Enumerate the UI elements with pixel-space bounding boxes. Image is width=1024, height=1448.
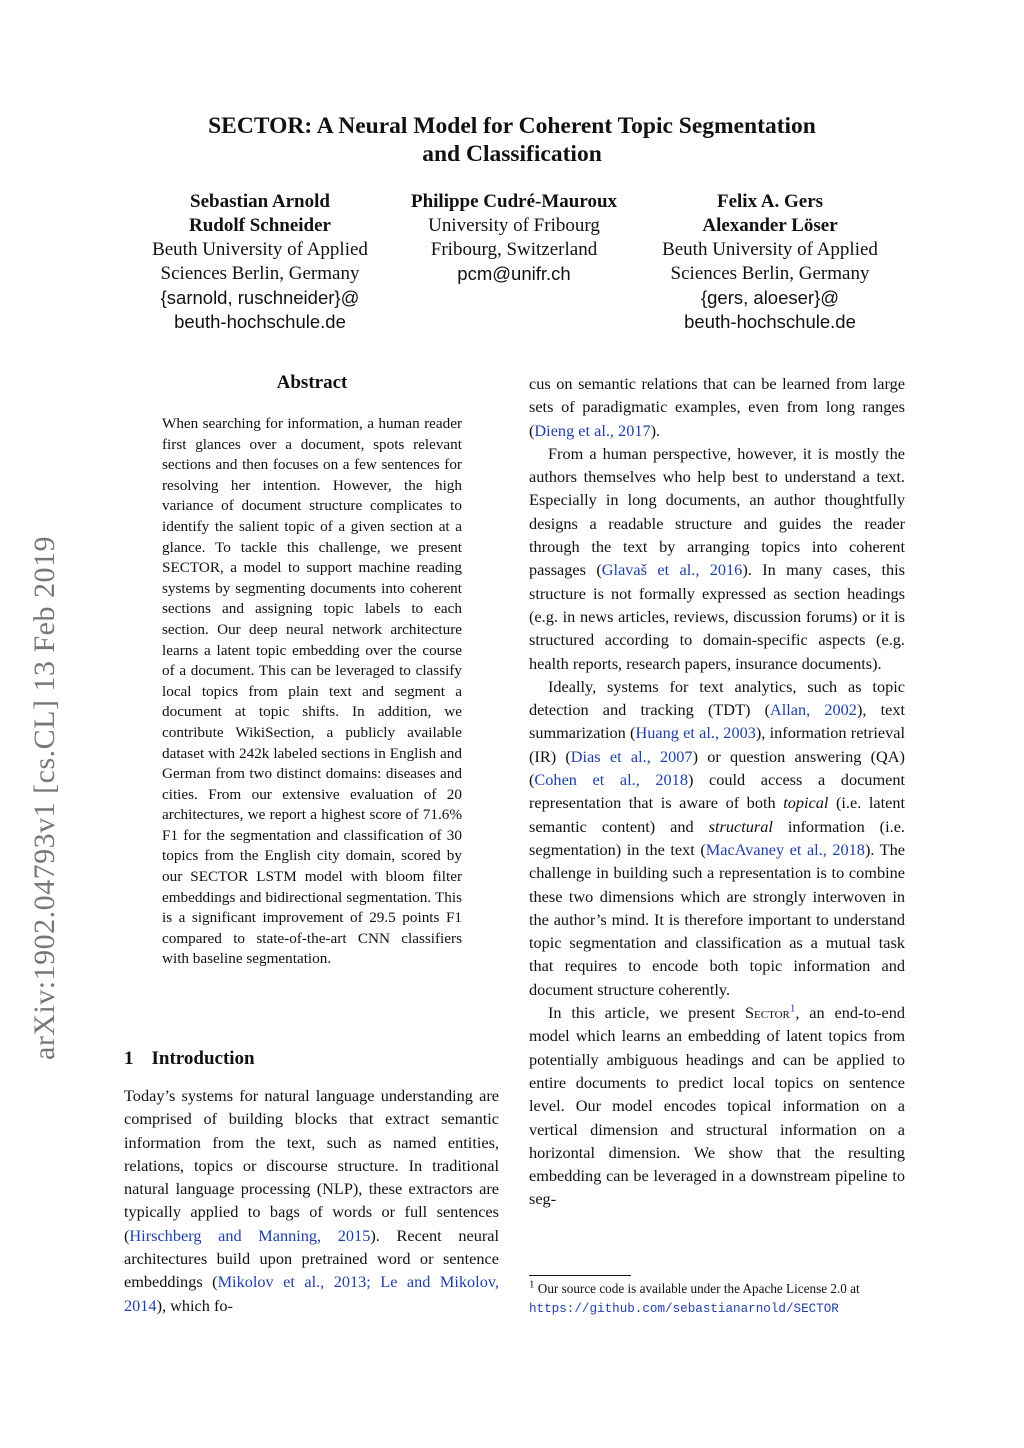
text-run: ), which fo- (156, 1295, 233, 1315)
author-affiliation: Beuth University of Applied (152, 239, 368, 260)
introduction-paragraph (124, 1084, 499, 1317)
emphasis: structural (708, 816, 773, 836)
author-name: Felix A. Gers (716, 191, 824, 212)
section-title: Introduction (151, 1048, 255, 1069)
footnote-text: Our source code is available under the Apache License 2.0 at (534, 1281, 860, 1296)
author-name: Philippe Cudré-Mauroux (410, 191, 618, 212)
paragraph (529, 675, 905, 1001)
title-line-1: SECTOR: A Neural Model for Coherent Topic Segmentation (208, 113, 816, 139)
footnote (529, 1279, 905, 1319)
text-run: ). Recent neural architectures build upon pretrained word or sentence embeddings ( (124, 1225, 500, 1292)
text-run: cus on semantic relations that can be learned from large sets of paradigmatic examples, even from long ranges ( (529, 374, 905, 440)
author-name: Rudolf Schneider (189, 215, 331, 236)
author-name: Alexander Löser (702, 215, 838, 236)
right-column (529, 372, 905, 1211)
author-email: pcm@unifr.ch (457, 263, 571, 284)
text-run: ) or question answering (QA) ( (529, 746, 905, 790)
author-affiliation: Sciences Berlin, Germany (160, 263, 360, 284)
paragraph (529, 442, 905, 675)
footnote-rule (529, 1275, 631, 1276)
text-run: ). (650, 420, 661, 440)
text-run: ) could access a document representation that is aware of both (529, 770, 906, 813)
author-name: Sebastian Arnold (190, 191, 330, 212)
text-run: ). In many cases, this structure is not formally expressed as section headings (e.g. in news articles, reviews, discussion forums) or it is structured according to domain-specific aspects (e.g. health reports, research papers, insurance documents). (529, 560, 906, 673)
citation-link[interactable]: Huang et al., 2003 (635, 723, 756, 743)
citation-link[interactable]: Dieng et al., 2017 (534, 420, 651, 440)
text-run: , an end-to-end model which learns an embedding of latent topics from potentially ambiguous headings and can be applied to entire documents to predict local topics on sentence level. Our model encodes topical information on a vertical dimension and structural information on a horizontal dimension. We show that the resulting embedding can be leveraged in a downstream pipeline to seg- (529, 1003, 905, 1209)
paragraph (529, 1001, 905, 1211)
footnote-number: 1 (529, 1278, 535, 1291)
model-name: Sector (744, 1003, 790, 1023)
paper-title (130, 112, 894, 168)
citation-link[interactable]: Hirschberg and Manning, 2015 (129, 1225, 371, 1245)
text-run: ). The challenge in building such a representation is to combine these two dimensions which are strongly interwoven in the author’s mind. It is therefore important to understand topic segmentation and classification as a mutual task that requires to encode both topic information and document structure coherently. (529, 839, 905, 999)
text-run: In this article, we present (548, 1003, 745, 1023)
citation-link[interactable]: Cohen et al., 2018 (534, 770, 688, 790)
source-code-link[interactable]: https://github.com/sebastianarnold/SECTOR (529, 1302, 839, 1316)
footnote-mark-link[interactable]: 1 (789, 1002, 796, 1015)
emphasis: topical (783, 793, 829, 813)
section-heading-introduction (124, 1048, 255, 1070)
abstract-text: When searching for information, a human reader first glances over a document, spots relevant sections and then focuses on a few sentences for resolving her intention. However, the high variance of document structure complicates to identify the salient topic of a given section at a glance. To tackle this challenge, we present SECTOR, a model to support machine reading systems by segmenting documents into coherent sections and assigning topic labels to each section. Our deep neural network architecture learns a latent topic embedding over the course of a document. This can be leveraged to classify local topics from plain text and segment a document at topic shifts. In addition, we contribute WikiSection, a publicly available dataset with 242k labeled sections in English and German from two distinct domains: diseases and cities. From our extensive evaluation of 20 architectures, we report a highest score of 71.6% F1 for the segmentation and classification of 30 topics from the English city domain, scored by our SECTOR LSTM model with bloom filter embeddings and bidirectional segmentation. This is a significant improvement of 29.5 points F1 compared to state-of-the-art CNN classifiers with baseline segmentation. (162, 415, 462, 968)
author-block-3 (640, 190, 900, 334)
text-run: ), text summarization ( (529, 700, 905, 743)
text-run: From a human perspective, however, it is mostly the authors themselves who help best to understand a text. Especially in long documents, an author thoughtfully designs a readable structure and guides the reader through the text by arranging topics into coherent passages ( (529, 443, 905, 580)
author-block-2 (384, 190, 644, 286)
author-email: {gers, aloeser}@ (700, 287, 840, 308)
citation-link[interactable]: Allan, 2002 (770, 700, 857, 720)
text-run: information (i.e. segmentation) in the text ( (529, 816, 905, 859)
paragraph (529, 372, 905, 442)
text-run: Ideally, systems for text analytics, such as topic detection and tracking (TDT) ( (529, 676, 905, 720)
arxiv-identifier: arXiv:1902.04793v1 [cs.CL] 13 Feb 2019 (28, 536, 61, 1060)
citation-link[interactable]: Mikolov et al., 2013; Le and Mikolov, 2014 (124, 1272, 500, 1315)
citation-link[interactable]: MacAvaney et al., 2018 (705, 839, 865, 859)
citation-link[interactable]: Glavaš et al., 2016 (601, 560, 743, 580)
text-run: ), information retrieval (IR) ( (529, 723, 906, 766)
text-run: Today’s systems for natural language understanding are comprised of building blocks that extract semantic information from the text, such as named entities, relations, topics or discourse structure. In traditional natural language processing (NLP), these extractors are typically applied to bags of words or full sentences ( (124, 1086, 499, 1245)
section-number: 1 (124, 1048, 134, 1069)
title-line-2: and Classification (422, 141, 602, 167)
author-block-1 (130, 190, 390, 334)
abstract-heading: Abstract (276, 372, 348, 393)
text-run: (i.e. latent semantic content) and (529, 793, 905, 836)
author-affiliation: Beuth University of Applied (662, 239, 878, 260)
author-affiliation: University of Fribourg (428, 215, 600, 236)
author-affiliation: Fribourg, Switzerland (430, 239, 598, 260)
author-email: beuth-hochschule.de (174, 311, 346, 332)
author-email: beuth-hochschule.de (684, 311, 856, 332)
author-affiliation: Sciences Berlin, Germany (670, 263, 870, 284)
citation-link[interactable]: Dias et al., 2007 (570, 746, 693, 766)
author-email: {sarnold, ruschneider}@ (160, 287, 360, 308)
